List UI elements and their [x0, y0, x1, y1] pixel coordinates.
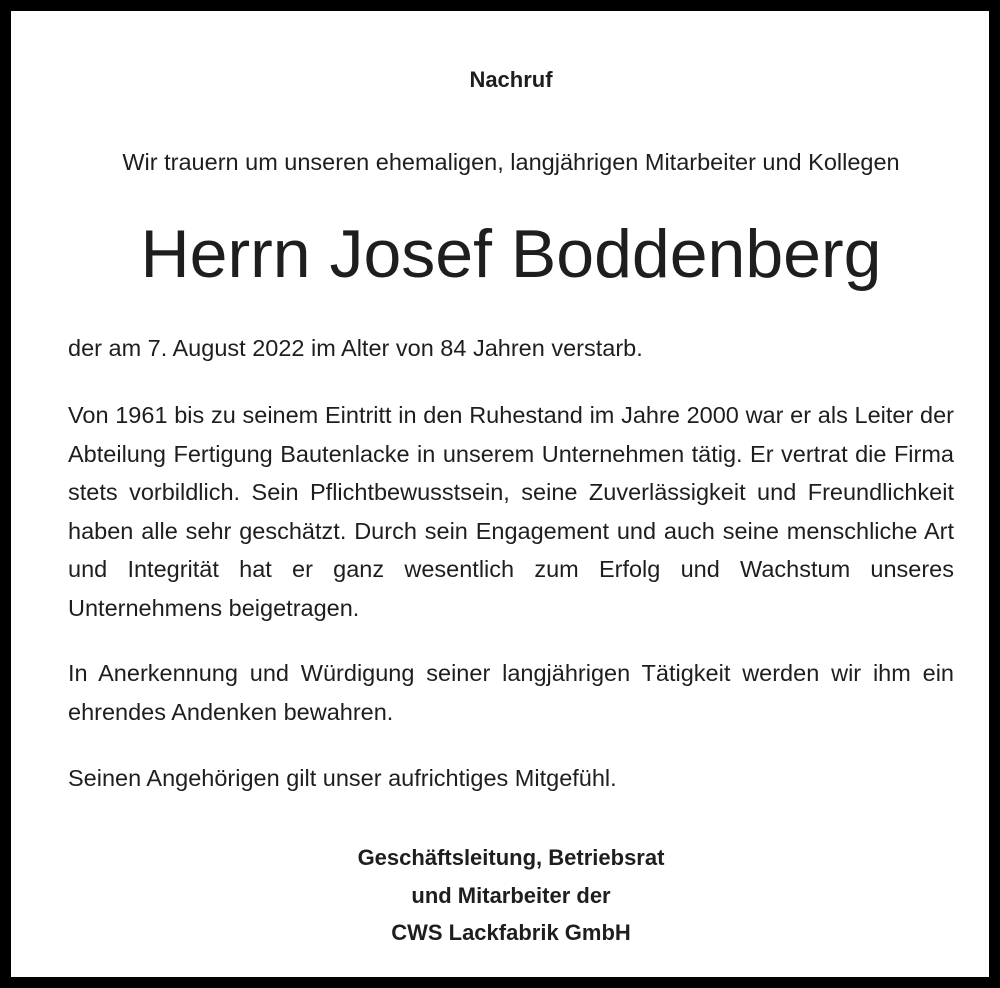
signature-line: CWS Lackfabrik GmbH [391, 920, 631, 945]
signature-line: und Mitarbeiter der [411, 882, 611, 908]
condolence-paragraph: Seinen Angehörigen gilt unser aufrichtiges Mitgefühl. [68, 765, 617, 791]
deceased-name: Herrn Josef Boddenberg [140, 216, 882, 292]
intro-line: Wir trauern um unseren ehemaligen, langjährigen Mitarbeiter und Kollegen [122, 149, 900, 175]
signature-block [68, 839, 954, 952]
signature-line: Geschäftsleitung, Betriebsrat [357, 845, 665, 870]
death-date-paragraph: der am 7. August 2022 im Alter von 84 Jahren verstarb. [68, 335, 643, 361]
notice-heading: Nachruf [469, 67, 553, 92]
remembrance-paragraph: In Anerkennung und Würdigung seiner langjährigen Tätigkeit werden wir ihm ein ehrendes Andenken bewahren. [68, 660, 954, 725]
career-paragraph: Von 1961 bis zu seinem Eintritt in den Ruhestand im Jahre 2000 war er als Leiter der Abteilung Fertigung Bautenlacke in unserem Unternehmen tätig. Er vertrat die Firma stets vorbildlich. Sein Pflichtbewusstsein, seine Zuverlässigkeit und Freundlichkeit haben alle sehr geschätzt. Durch sein Engagement und auch seine menschliche Art und Integrität hat er ganz wesentlich zum Erfolg und Wachstum unseres Unternehmens beigetragen. [68, 402, 954, 621]
